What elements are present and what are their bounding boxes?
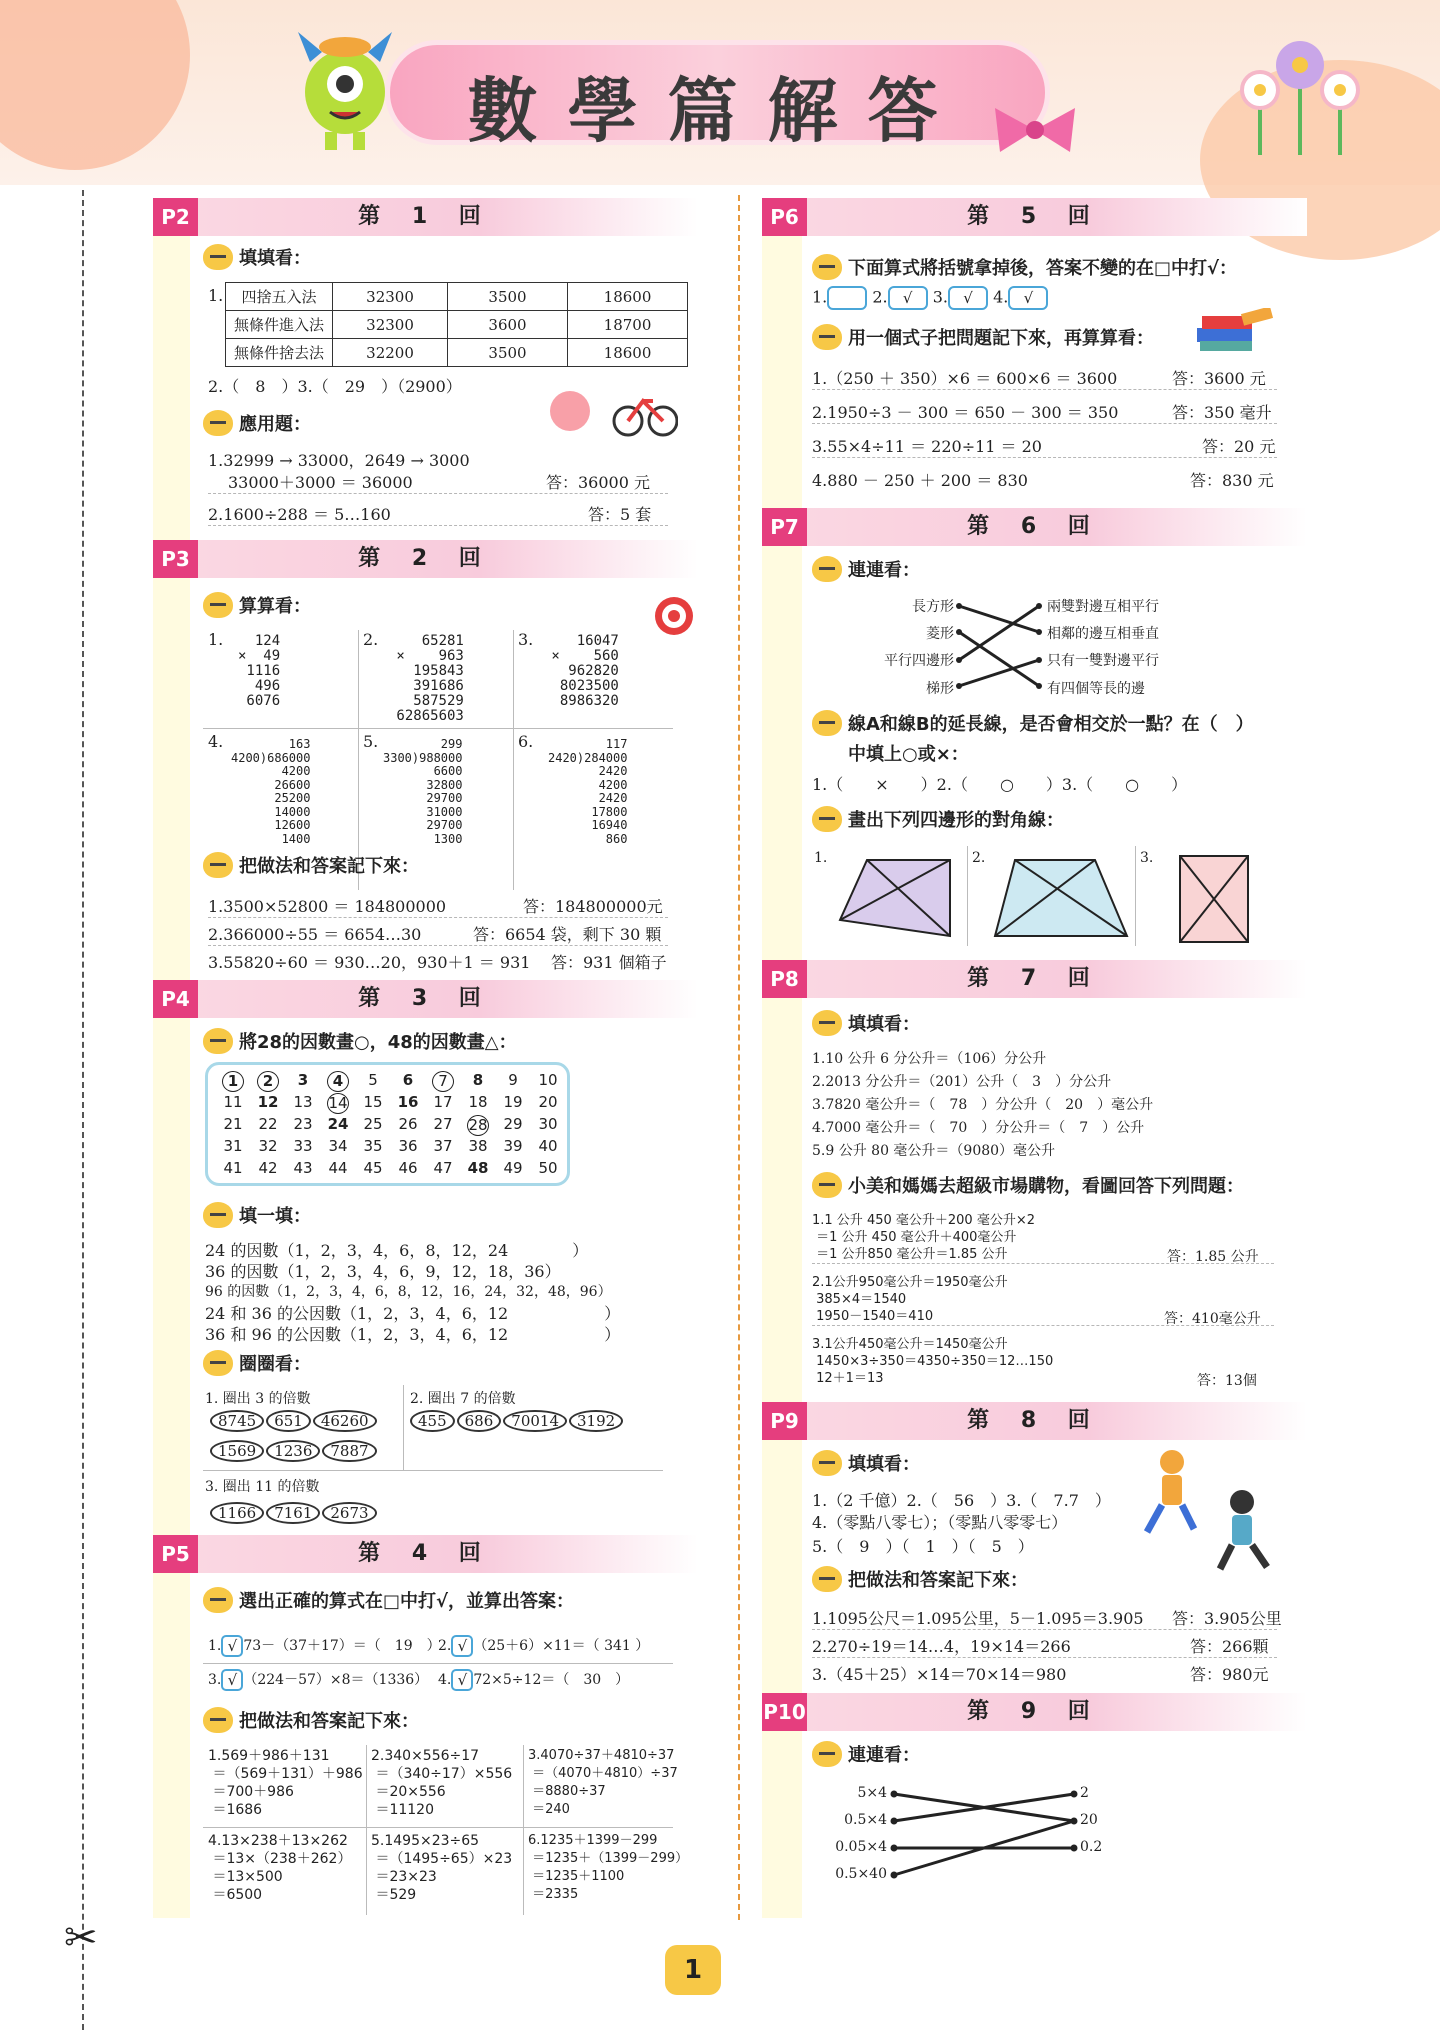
fill-line: 1.（2 千億）2.（ 56 ）3.（ 7.7 ） bbox=[812, 1491, 1111, 1510]
subtitle: 用一個式子把問題記下來，再算算看： bbox=[812, 324, 1154, 350]
calc-work: 163 4200)686000 4200 26600 25200 14000 12600 1400 bbox=[231, 737, 311, 846]
grid-number: 5 bbox=[368, 1071, 378, 1089]
match-left: 梯形 bbox=[926, 681, 954, 697]
factor-line: 36 和 96 的公因數（1，2，3，4，6，12 ） bbox=[205, 1325, 621, 1344]
grid-number: 11 bbox=[223, 1093, 243, 1111]
subtitle: 下面算式將括號拿掉後，答案不變的在□中打√： bbox=[812, 254, 1237, 280]
calc-work: 65281 × 963 195843 391686 587529 62865603 bbox=[396, 633, 464, 724]
calc-number: 5. bbox=[363, 732, 379, 751]
section-header bbox=[153, 1535, 698, 1573]
factor-line: 96 的因數（1，2，3，4，6，8，12，16，24，32，48，96） bbox=[205, 1284, 612, 1300]
grid-number: 47 bbox=[433, 1159, 453, 1177]
calc-work: 117 2420)284000 2420 4200 2420 17800 16940 860 bbox=[548, 737, 628, 846]
decor-blob bbox=[0, 0, 190, 170]
answer: 答：1.85 公升 bbox=[1167, 1249, 1259, 1265]
fill-line: 2.2013 分公升＝（201）公升（ 3 ）分公升 bbox=[812, 1074, 1112, 1090]
match-right: 有四個等長的邊 bbox=[1047, 681, 1145, 697]
round-title: 第 3 回 bbox=[358, 986, 493, 1011]
section-p3 bbox=[153, 540, 698, 980]
grid-number: 46 bbox=[398, 1159, 418, 1177]
grid-number: 3 bbox=[286, 1071, 320, 1092]
subtitle: 把做法和答案記下來： bbox=[203, 1707, 419, 1733]
match-left: 0.5×40 bbox=[835, 1866, 887, 1882]
grid-number: 18 bbox=[468, 1093, 488, 1111]
fill-line: 1.10 公升 6 分公升＝（106）分公升 bbox=[812, 1051, 1047, 1067]
monster-icon bbox=[812, 556, 842, 582]
answer-line: 3.55820÷60 ＝ 930…20，930＋1 ＝ 931 bbox=[208, 953, 531, 972]
grid-number: 2 bbox=[257, 1071, 279, 1092]
calc-work: 16047 × 560 962820 8023500 8986320 bbox=[551, 633, 619, 709]
subtitle: 連連看： bbox=[812, 556, 920, 582]
subtitle: 填填看： bbox=[812, 1010, 920, 1036]
match-right: 相鄰的邊互相垂直 bbox=[1047, 626, 1159, 642]
grid-number: 50 bbox=[538, 1159, 558, 1177]
column-divider bbox=[738, 195, 740, 1920]
select-item: 3. √ （224－57）×8＝（1336） bbox=[208, 1671, 429, 1689]
section-header bbox=[153, 198, 698, 236]
subtitle: 線A和線B的延長線，是否會相交於一點？在（ ） bbox=[812, 710, 1254, 736]
section-p6 bbox=[762, 198, 1307, 498]
monster-icon bbox=[203, 1350, 233, 1376]
q-number: 3. bbox=[1140, 850, 1154, 866]
grid-number: 14 bbox=[328, 1094, 348, 1112]
work-step: 2.340×556÷17 ＝（340÷17）×556 ＝20×556 ＝11120 bbox=[371, 1748, 513, 1818]
answer: 答：6654 袋，剩下 30 顆 bbox=[473, 925, 662, 944]
monster-icon bbox=[203, 592, 233, 618]
quadrilateral-3 bbox=[1174, 848, 1254, 948]
answer: 答：13個 bbox=[1197, 1373, 1257, 1389]
circle-question: 3. 圈出 11 的倍數 bbox=[205, 1479, 320, 1495]
answer: 答：350 毫升 bbox=[1172, 403, 1272, 422]
grid-number: 12 bbox=[251, 1093, 285, 1114]
grid-number: 35 bbox=[363, 1137, 383, 1155]
calc-work: 124 × 49 1116 496 6076 bbox=[238, 633, 281, 709]
monster-icon bbox=[812, 1741, 842, 1767]
monster-icon bbox=[812, 806, 842, 832]
grid-number: 16 bbox=[391, 1093, 425, 1114]
match-right: 20 bbox=[1080, 1812, 1098, 1828]
grid-number: 45 bbox=[363, 1159, 383, 1177]
work-step: 3.4070÷37＋4810÷37 ＝（4070＋4810）÷37 ＝8880÷37 ＝240 bbox=[528, 1748, 678, 1817]
books-icon bbox=[1192, 308, 1277, 358]
grid-number: 13 bbox=[293, 1093, 313, 1111]
flowers-icon bbox=[1230, 30, 1370, 160]
page-tag: P5 bbox=[153, 1535, 198, 1573]
grid-number: 39 bbox=[503, 1137, 523, 1155]
answer: 答：410毫公升 bbox=[1164, 1311, 1261, 1327]
calc-work: 299 3300)988000 6600 32800 29700 31000 29700 1300 bbox=[383, 737, 463, 846]
grid-number: 48 bbox=[461, 1159, 495, 1180]
grid-number: 31 bbox=[223, 1137, 243, 1155]
answer: 答：36000 元 bbox=[546, 473, 650, 492]
subtitle: 應用題： bbox=[203, 410, 311, 436]
grid-number: 30 bbox=[538, 1115, 558, 1133]
page-number: 1 bbox=[665, 1945, 721, 1995]
round-title: 第 6 回 bbox=[967, 514, 1102, 539]
peach-bike-icon bbox=[548, 383, 678, 438]
section-p10 bbox=[762, 1693, 1307, 1918]
page-title: 數學篇解答 bbox=[467, 70, 968, 152]
answer: 答：184800000元 bbox=[523, 897, 663, 916]
answer-line: 3.55×4÷11 ＝ 220÷11 ＝ 20 bbox=[812, 434, 1277, 458]
answer: 答：980元 bbox=[1190, 1665, 1269, 1684]
round-title: 第 2 回 bbox=[358, 546, 493, 571]
match-left: 平行四邊形 bbox=[884, 653, 954, 669]
match-left: 0.05×4 bbox=[835, 1839, 887, 1855]
match-left: 長方形 bbox=[912, 599, 954, 615]
round-title: 第 1 回 bbox=[358, 204, 493, 229]
calc-number: 4. bbox=[208, 732, 224, 751]
grid-number: 1 bbox=[222, 1071, 244, 1092]
answer-line: 1.3500×52800 ＝ 184800000 bbox=[208, 894, 668, 918]
grid-number: 4 bbox=[327, 1071, 349, 1092]
row-number: 1. bbox=[208, 286, 224, 305]
grid-number: 34 bbox=[328, 1137, 348, 1155]
page-tag: P4 bbox=[153, 980, 198, 1018]
grid-number: 38 bbox=[468, 1137, 488, 1155]
answer: 答：931 個箱子 bbox=[551, 953, 667, 972]
round-title: 第 9 回 bbox=[967, 1699, 1102, 1724]
grid-number: 28 bbox=[468, 1116, 488, 1134]
target-icon bbox=[653, 595, 695, 637]
fill-line: 3.7820 毫公升＝（ 78 ）分公升（ 20 ）毫公升 bbox=[812, 1097, 1154, 1113]
answer-line: 1.1095公尺＝1.095公里，5－1.095＝3.905 bbox=[812, 1606, 1277, 1630]
quadrilateral-2 bbox=[987, 848, 1132, 948]
answer-line: 2.（ 8 ）3.（ 29 ）（2900） bbox=[208, 377, 462, 396]
page-tag: P10 bbox=[762, 1693, 807, 1731]
subtitle: 把做法和答案記下來： bbox=[203, 852, 419, 878]
monster-icon bbox=[812, 324, 842, 350]
work-step: 1.1 公升 450 毫公升＋200 毫公升×2 ＝1 公升 450 毫公升＋400毫公升 ＝1 公升850 毫公升＝1.85 公升 bbox=[812, 1212, 1274, 1264]
factor-line: 36 的因數（1，2，3，4，6，9，12，18，36） bbox=[205, 1262, 561, 1281]
section-header bbox=[762, 960, 1307, 998]
calc-number: 6. bbox=[518, 732, 534, 751]
monster-icon bbox=[203, 1587, 233, 1613]
subtitle: 選出正確的算式在□中打√，並算出答案： bbox=[203, 1587, 574, 1613]
monster-icon bbox=[203, 1028, 233, 1054]
answer-line: 2.1950÷3 － 300 ＝ 650 － 300 ＝ 350 bbox=[812, 400, 1277, 424]
monster-icon bbox=[812, 1010, 842, 1036]
calc-number: 1. bbox=[208, 630, 224, 649]
answer-line: 1.（250 ＋ 350）×6 ＝ 600×6 ＝ 3600 bbox=[812, 366, 1277, 390]
fill-line: 4.7000 毫公升＝（ 70 ）分公升＝（ 7 ）公升 bbox=[812, 1120, 1145, 1136]
grid-number: 40 bbox=[538, 1137, 558, 1155]
round-title: 第 8 回 bbox=[967, 1408, 1102, 1433]
answer-line: 1.32999 → 33000，2649 → 3000 bbox=[208, 451, 470, 470]
section-p2 bbox=[153, 198, 698, 528]
answer-line: 33000＋3000 ＝ 36000 bbox=[208, 470, 668, 494]
monster-icon bbox=[812, 1566, 842, 1592]
monster-icon bbox=[203, 244, 233, 270]
monster-icon bbox=[203, 1707, 233, 1733]
grid-number: 10 bbox=[538, 1071, 558, 1089]
monster-icon bbox=[812, 1172, 842, 1198]
page-tag: P3 bbox=[153, 540, 198, 578]
answer-line: 1.（ × ）2.（ ○ ）3.（ ○ ） bbox=[812, 775, 1188, 794]
subtitle: 算算看： bbox=[203, 592, 311, 618]
runners-icon bbox=[1132, 1447, 1282, 1572]
page-tag: P9 bbox=[762, 1402, 807, 1440]
select-item: 2. √ （25＋6）×11＝（ 341 ） bbox=[438, 1637, 650, 1655]
section-header bbox=[153, 540, 698, 578]
fill-line: 5.（ 9 ）（ 1 ）（ 5 ） bbox=[812, 1537, 1034, 1556]
subtitle: 圈圈看： bbox=[203, 1350, 311, 1376]
subtitle: 將28的因數畫○，48的因數畫△： bbox=[203, 1028, 517, 1054]
fill-line: 5.9 公升 80 毫公升＝（9080）毫公升 bbox=[812, 1143, 1056, 1159]
match-left: 0.5×4 bbox=[844, 1812, 887, 1828]
grid-number: 27 bbox=[433, 1115, 453, 1133]
match-right: 0.2 bbox=[1080, 1839, 1103, 1855]
subtitle: 畫出下列四邊形的對角線： bbox=[812, 806, 1064, 832]
match-right: 2 bbox=[1080, 1785, 1089, 1801]
answer-line: 2.1600÷288 ＝ 5…160 bbox=[208, 502, 668, 526]
grid-number: 32 bbox=[258, 1137, 278, 1155]
grid-number: 29 bbox=[503, 1115, 523, 1133]
q-number: 2. bbox=[972, 850, 986, 866]
grid-number: 17 bbox=[433, 1093, 453, 1111]
grid-number: 20 bbox=[538, 1093, 558, 1111]
grid-number: 8 bbox=[461, 1071, 495, 1092]
answer-line: 3.（45＋25）×14＝70×14＝980 bbox=[812, 1665, 1067, 1684]
page-tag: P8 bbox=[762, 960, 807, 998]
section-p9 bbox=[762, 1402, 1307, 1692]
section-header bbox=[153, 980, 698, 1018]
monster-icon bbox=[203, 852, 233, 878]
work-step: 2.1公升950毫公升＝1950毫公升 385×4＝1540 1950－1540＝410 bbox=[812, 1274, 1274, 1326]
grid-number: 15 bbox=[363, 1093, 383, 1111]
monster-icon bbox=[812, 1450, 842, 1476]
circled-numbers: 1569 1236 7887 bbox=[210, 1440, 379, 1462]
circled-numbers: 1166 7161 2673 bbox=[210, 1502, 379, 1524]
circled-numbers: 8745 651 46260 bbox=[210, 1410, 379, 1432]
circle-question: 2. 圈出 7 的倍數 bbox=[410, 1391, 516, 1407]
grid-number: 7 bbox=[432, 1071, 454, 1092]
answer-line: 2.366000÷55 ＝ 6654…30 bbox=[208, 922, 668, 946]
bow-icon bbox=[990, 100, 1080, 160]
select-item: 4. √ 72×5÷12＝（ 30 ） bbox=[438, 1671, 630, 1689]
section-header bbox=[762, 198, 1307, 236]
subtitle: 連連看： bbox=[812, 1741, 920, 1767]
subtitle: 把做法和答案記下來： bbox=[812, 1566, 1028, 1592]
factor-line: 24 和 36 的公因數（1，2，3，4，6，12 ） bbox=[205, 1304, 621, 1323]
grid-number: 24 bbox=[321, 1115, 355, 1136]
answer: 答：3600 元 bbox=[1172, 369, 1266, 388]
answer: 答：20 元 bbox=[1202, 437, 1276, 456]
grid-number: 37 bbox=[433, 1137, 453, 1155]
answer: 答：5 套 bbox=[588, 505, 652, 524]
grid-number: 43 bbox=[293, 1159, 313, 1177]
calc-number: 2. bbox=[363, 630, 379, 649]
section-header bbox=[762, 508, 1307, 546]
cut-line bbox=[82, 190, 84, 2030]
page-tag: P2 bbox=[153, 198, 198, 236]
page-tag: P7 bbox=[762, 508, 807, 546]
circled-numbers: 455 686 70014 3192 bbox=[410, 1410, 625, 1432]
fill-line: 4.（零點八零七）；（零點八零零七） bbox=[812, 1513, 1068, 1532]
q-number: 1. bbox=[814, 850, 828, 866]
grid-number: 41 bbox=[223, 1159, 243, 1177]
match-right: 只有一雙對邊平行 bbox=[1047, 653, 1159, 669]
monster-icon bbox=[203, 1202, 233, 1228]
grid-number: 49 bbox=[503, 1159, 523, 1177]
grid-number: 25 bbox=[363, 1115, 383, 1133]
match-lines bbox=[954, 596, 1044, 696]
answer: 答：266顆 bbox=[1190, 1637, 1269, 1656]
section-p5 bbox=[153, 1535, 698, 1920]
work-step: 3.1公升450毫公升＝1450毫公升 1450×3÷350＝4350÷350＝12…150 12＋1＝13 bbox=[812, 1337, 1054, 1386]
calc-number: 3. bbox=[518, 630, 534, 649]
subtitle: 填一填： bbox=[203, 1202, 311, 1228]
match-lines bbox=[889, 1786, 1079, 1886]
answer-line: 4.880 － 250 ＋ 200 ＝ 830 bbox=[812, 471, 1028, 490]
quadrilateral-1 bbox=[832, 848, 962, 948]
grid-number: 22 bbox=[258, 1115, 278, 1133]
grid-number: 9 bbox=[508, 1071, 518, 1089]
round-title: 第 4 回 bbox=[358, 1541, 493, 1566]
subtitle-cont: 中填上○或×： bbox=[848, 744, 969, 765]
grid-number: 23 bbox=[293, 1115, 313, 1133]
round-title: 第 7 回 bbox=[967, 966, 1102, 991]
match-right: 兩雙對邊互相平行 bbox=[1047, 599, 1159, 615]
grid-number: 36 bbox=[398, 1137, 418, 1155]
grid-number: 42 bbox=[258, 1159, 278, 1177]
answer: 答：3.905公里 bbox=[1172, 1609, 1282, 1628]
round-title: 第 5 回 bbox=[967, 204, 1102, 229]
grid-number: 44 bbox=[328, 1159, 348, 1177]
circle-question: 1. 圈出 3 的倍數 bbox=[205, 1391, 311, 1407]
monster-icon bbox=[812, 710, 842, 736]
subtitle: 小美和媽媽去超級市場購物，看圖回答下列問題： bbox=[812, 1172, 1244, 1198]
monster-icon bbox=[812, 254, 842, 280]
rounding-table: 四捨五入法 32300 3500 18600 無條件進入法 32300 3600 18700 無條件捨去法 32200 3500 18600 bbox=[225, 282, 688, 367]
work-step: 1.569＋986＋131 ＝（569＋131）＋986 ＝700＋986 ＝1686 bbox=[208, 1748, 363, 1818]
grid-number: 19 bbox=[503, 1093, 523, 1111]
subtitle: 填填看： bbox=[812, 1450, 920, 1476]
section-header bbox=[762, 1402, 1307, 1440]
page-header bbox=[0, 0, 1440, 185]
number-grid bbox=[205, 1062, 570, 1186]
answer: 答：830 元 bbox=[1190, 471, 1274, 490]
grid-number: 33 bbox=[293, 1137, 313, 1155]
section-p8 bbox=[762, 960, 1307, 1390]
subtitle: 填填看： bbox=[203, 244, 311, 270]
monster-mascot-icon bbox=[290, 22, 400, 152]
work-step: 6.1235＋1399－299 ＝1235＋（1399－299） ＝1235＋1100 ＝2335 bbox=[528, 1833, 689, 1902]
section-p7 bbox=[762, 508, 1307, 948]
match-left: 菱形 bbox=[926, 626, 954, 642]
check-row: 1. 2. √ 3. √ 4. √ bbox=[812, 286, 1048, 310]
grid-number: 21 bbox=[223, 1115, 243, 1133]
scissors-icon: ✂ bbox=[64, 1915, 98, 1961]
monster-icon bbox=[203, 410, 233, 436]
section-header bbox=[762, 1693, 1307, 1731]
answer-line: 2.270÷19＝14…4，19×14＝266 bbox=[812, 1634, 1277, 1658]
title-banner bbox=[385, 40, 1050, 152]
select-item: 1. √ 73－（37＋17）＝（ 19 ） bbox=[208, 1637, 441, 1655]
grid-number: 26 bbox=[398, 1115, 418, 1133]
page-tag: P6 bbox=[762, 198, 807, 236]
work-step: 5.1495×23÷65 ＝（1495÷65）×23 ＝23×23 ＝529 bbox=[371, 1833, 513, 1903]
work-step: 4.13×238＋13×262 ＝13×（238＋262） ＝13×500 ＝6500 bbox=[208, 1833, 352, 1903]
match-left: 5×4 bbox=[857, 1785, 887, 1801]
factor-line: 24 的因數（1，2，3，4，6，8，12，24 ） bbox=[205, 1241, 589, 1260]
grid-number: 6 bbox=[391, 1071, 425, 1092]
